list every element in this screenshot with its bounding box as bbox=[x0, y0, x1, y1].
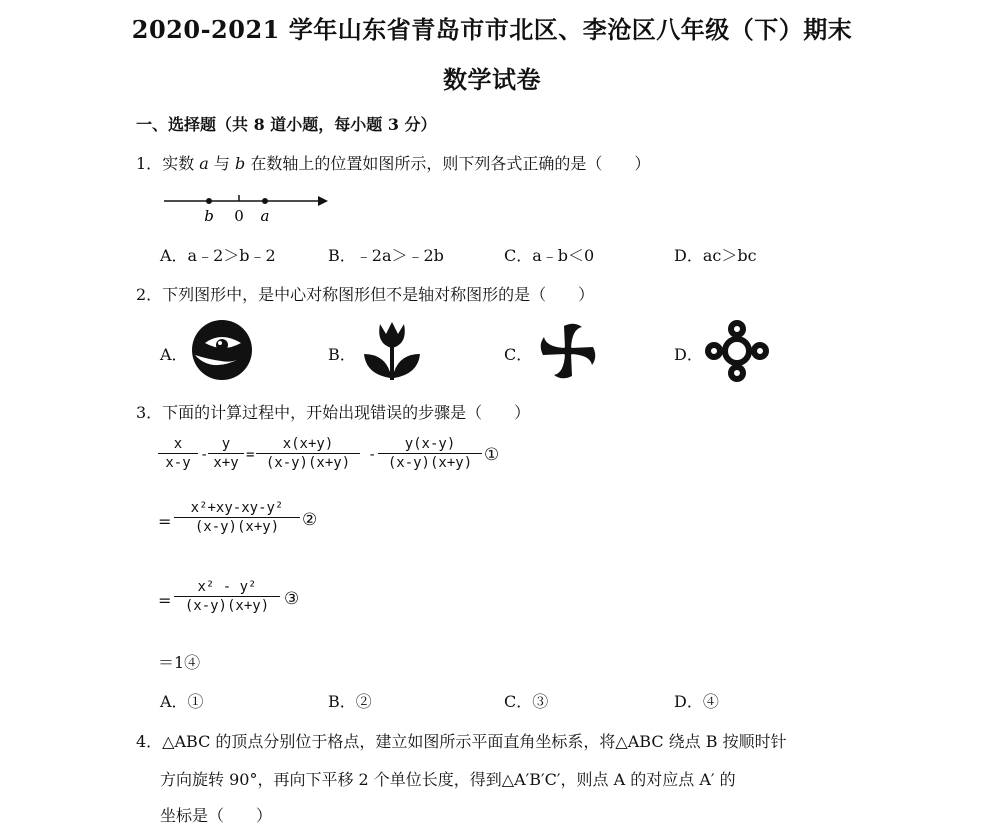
q2-option-d-label: D． bbox=[674, 345, 703, 364]
question-2: 2．下列图形中，是中心对称图形但不是轴对称图形的是（ ） bbox=[136, 285, 595, 304]
step1-fraction-2 bbox=[208, 436, 244, 471]
q1-option-a: A．a﹣2＞b﹣2 bbox=[160, 246, 276, 265]
q1-var-a: a bbox=[199, 154, 209, 173]
q2-option-a-label: A． bbox=[160, 345, 188, 364]
step3-equals: = bbox=[158, 591, 172, 610]
q1-text-b: 与 bbox=[208, 154, 236, 173]
step1-minus-1: - bbox=[200, 447, 209, 463]
point-b bbox=[206, 198, 212, 204]
question-4-line3: 坐标是（ ） bbox=[160, 806, 273, 825]
step3-fraction bbox=[174, 579, 280, 614]
step2-den: (x-y)(x+y) bbox=[194, 519, 280, 535]
fraction-bar bbox=[208, 453, 244, 454]
step1-f3-num: x(x+y) bbox=[282, 436, 334, 452]
step1-fraction-3 bbox=[256, 436, 360, 471]
step1-mark: ① bbox=[484, 445, 500, 465]
step1-f2-num: y bbox=[221, 436, 231, 452]
q3-option-d: D．④ bbox=[674, 692, 719, 711]
q3-option-a: A．① bbox=[160, 692, 204, 711]
q2-option-c-label: C． bbox=[504, 345, 533, 364]
label-b: b bbox=[204, 207, 214, 225]
step1-f1-num: x bbox=[173, 436, 183, 452]
fraction-bar bbox=[158, 453, 198, 454]
q1-var-b: b bbox=[235, 154, 246, 173]
q1-number: 1． bbox=[136, 154, 163, 173]
fraction-bar bbox=[174, 596, 280, 597]
step1-f4-num: y(x-y) bbox=[404, 436, 456, 452]
four-rings-figure bbox=[705, 320, 769, 382]
q1-text-a: 实数 bbox=[162, 154, 200, 173]
step2-num: x²+xy-xy-y² bbox=[190, 500, 284, 516]
q1-text-c: 在数轴上的位置如图所示，则下列各式正确的是（ ） bbox=[245, 154, 651, 173]
q2-option-b-label: B． bbox=[328, 345, 356, 364]
step3-mark: ③ bbox=[284, 589, 300, 609]
step1-minus-2: - bbox=[368, 447, 377, 463]
q1-option-d: D．ac＞bc bbox=[674, 246, 757, 265]
section-heading: 一、选择题（共 8 道小题，每小题 3 分） bbox=[136, 115, 437, 134]
question-3: 3．下面的计算过程中，开始出现错误的步骤是（ ） bbox=[136, 403, 531, 422]
swirl-figure bbox=[537, 320, 599, 382]
point-a bbox=[262, 198, 268, 204]
question-1 bbox=[136, 151, 650, 174]
step2-mark: ② bbox=[302, 510, 318, 530]
q3-option-b: B．② bbox=[328, 692, 372, 711]
number-line-figure bbox=[158, 186, 338, 228]
number-line-arrow bbox=[318, 196, 328, 206]
step1-fraction-4 bbox=[378, 436, 482, 471]
question-4-line2: 方向旋转 90°，再向下平移 2 个单位长度，得到△A′B′C′，则点 A 的对应点 A′ 的 bbox=[160, 770, 736, 789]
step3-num: x² - y² bbox=[197, 579, 257, 595]
step2-equals: = bbox=[158, 512, 172, 531]
exam-title-line2: 数学试卷 bbox=[443, 65, 541, 94]
q1-option-b: B．﹣2a＞﹣2b bbox=[328, 246, 444, 265]
q3-option-c: C．③ bbox=[504, 692, 549, 711]
step1-f2-den: x+y bbox=[213, 455, 239, 471]
step1-f4-den: (x-y)(x+y) bbox=[387, 455, 473, 471]
fraction-bar bbox=[174, 517, 300, 518]
fraction-bar bbox=[378, 453, 482, 454]
question-4-line1: 4．△ABC 的顶点分别位于格点，建立如图所示平面直角坐标系，将△ABC 绕点 B 按顺时针 bbox=[136, 732, 787, 751]
label-a: a bbox=[260, 207, 270, 225]
label-zero: 0 bbox=[234, 207, 244, 225]
step2-fraction bbox=[174, 500, 300, 535]
step1-f1-den: x-y bbox=[165, 455, 191, 471]
tulip-figure bbox=[360, 318, 424, 382]
eye-shape-figure bbox=[191, 319, 253, 381]
step4: ＝1④ bbox=[158, 653, 201, 672]
exam-title-line1: 2020-2021 学年山东省青岛市市北区、李沧区八年级（下）期末 bbox=[131, 15, 853, 44]
step1-fraction-1 bbox=[158, 436, 198, 471]
step3-den: (x-y)(x+y) bbox=[184, 598, 270, 614]
step1-equals: = bbox=[246, 447, 255, 463]
step1-f3-den: (x-y)(x+y) bbox=[265, 455, 351, 471]
fraction-bar bbox=[256, 453, 360, 454]
q1-option-c: C．a﹣b＜0 bbox=[504, 246, 595, 265]
